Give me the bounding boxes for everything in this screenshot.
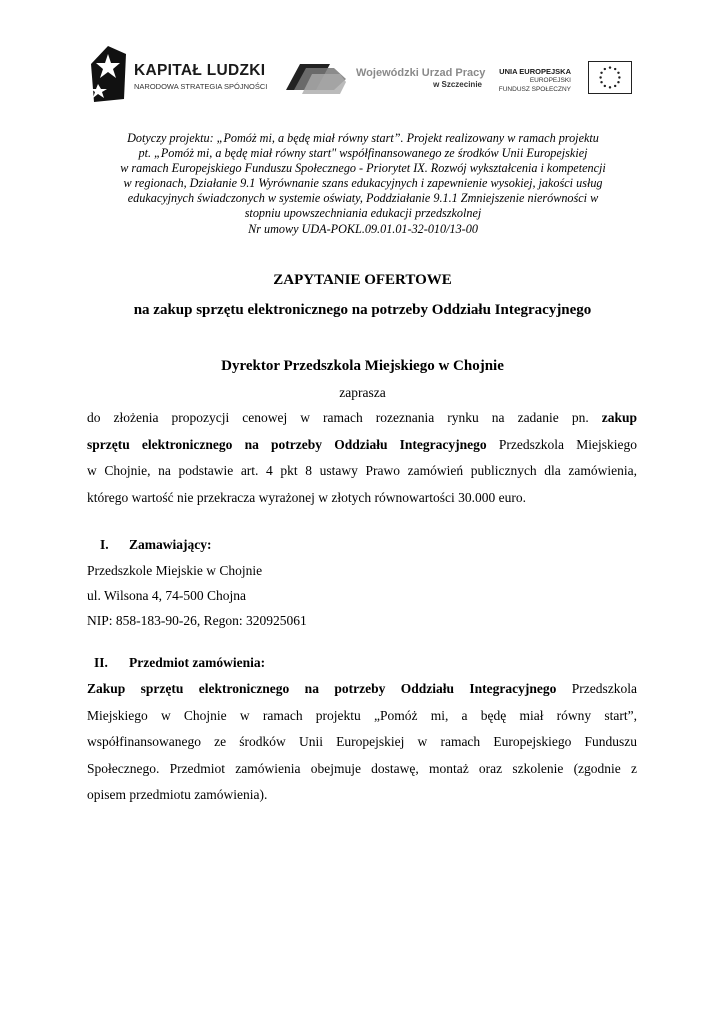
section-title: Zamawiający: bbox=[129, 537, 212, 552]
subject-line-3: współfinansowanego ze środków Unii Europejskiej w ramach Europejskiego Funduszu bbox=[87, 734, 637, 749]
project-note-line: w regionach, Działanie 9.1 Wyrównanie szans edukacyjnych i zapewnienie wysokiej, jakości usług bbox=[123, 176, 603, 191]
project-note-line: edukacyjnych świadczonych w systemie oświaty, Poddziałanie 9.1.1 Zmniejszenie nierówności w bbox=[127, 191, 599, 206]
intro-line-3: w Chojnie, na podstawie art. 4 pkt 8 ustawy Prawo zamówień publicznych dla zamówienia, bbox=[87, 463, 637, 478]
section-number: I. bbox=[100, 537, 109, 552]
eu-flag-icon bbox=[588, 61, 632, 94]
wup-name: Wojewódzki Urzad Pracy bbox=[356, 67, 486, 79]
intro-line-1 bbox=[87, 405, 637, 432]
project-note-line: stopniu upowszechniania edukacji przedszkolnej bbox=[244, 206, 482, 221]
subject-line-2: Miejskiego w Chojnie w ramach projektu „Pomóż mi, a będę miał równy start”, bbox=[87, 707, 637, 723]
kl-title: KAPITAŁ LUDZKI bbox=[134, 62, 266, 79]
intro-bold: sprzętu elektronicznego na potrzeby Oddziału Integracyjnego bbox=[87, 436, 487, 452]
eu-text bbox=[491, 67, 571, 94]
eu-title: UNIA EUROPEJSKA bbox=[499, 67, 571, 76]
subject-line-5: opisem przedmiotu zamówienia). bbox=[87, 787, 268, 802]
subject-text: Przedszkola bbox=[571, 681, 638, 696]
subject-bold: Zakup sprzętu elektronicznego na potrzeby Oddziału Integracyjnego bbox=[87, 681, 557, 696]
orderer-ids: NIP: 858-183-90-26, Regon: 320925061 bbox=[87, 613, 307, 628]
intro-text: Przedszkola Miejskiego bbox=[498, 436, 637, 452]
intro-text: do złożenia propozycji cenowej w ramach rozeznania rynku na zadanie pn. bbox=[87, 410, 589, 425]
project-note-line: Nr umowy UDA-POKL.09.01.01-32-010/13-00 bbox=[248, 221, 478, 236]
section-title: Przedmiot zamówienia: bbox=[129, 655, 266, 670]
subject-line-1 bbox=[87, 676, 637, 703]
director-heading: Dyrektor Przedszkola Miejskiego w Chojnie bbox=[221, 358, 504, 374]
eu-line-2: FUNDUSZ SPOŁECZNY bbox=[498, 86, 571, 93]
project-note-line: Dotyczy projektu: „Pomóż mi, a będę miał równy start”. Projekt realizowany w ramach projektu bbox=[127, 131, 599, 145]
logo-bar bbox=[88, 44, 633, 104]
subject-paragraph bbox=[87, 676, 637, 809]
intro-line-2 bbox=[87, 432, 637, 459]
eu-line-1: EUROPEJSKI bbox=[529, 77, 571, 84]
wup-text bbox=[356, 67, 486, 89]
intro-bold: zakup bbox=[601, 410, 638, 425]
project-note-line: pt. „Pomóż mi, a będę miał równy start" współfinansowanego ze środków Unii Europejskiej bbox=[138, 146, 588, 161]
wup-logo-icon bbox=[284, 60, 348, 96]
section-number: II. bbox=[94, 655, 108, 670]
document-subtitle: na zakup sprzętu elektronicznego na potrzeby Oddziału Integracyjnego bbox=[133, 302, 592, 318]
intro-paragraph bbox=[87, 405, 637, 511]
project-note bbox=[90, 131, 636, 237]
kapital-ludzki-text bbox=[134, 62, 267, 91]
orderer-address: ul. Wilsona 4, 74-500 Chojna bbox=[87, 588, 246, 603]
subject-line-4: Społecznego. Przedmiot zamówienia obejmuje dostawę, montaż oraz szkolenie (zgodnie z bbox=[87, 760, 637, 776]
project-note-line: w ramach Europejskiego Funduszu Społecznego - Priorytet IX. Rozwój wykształcenia i kompetencji bbox=[120, 161, 606, 176]
intro-line-4: którego wartość nie przekracza wyrażonej w złotych równowartości 30.000 euro. bbox=[87, 489, 526, 505]
orderer-name: Przedszkole Miejskie w Chojnie bbox=[87, 563, 263, 578]
kapital-ludzki-logo-icon bbox=[88, 44, 128, 104]
document-title: ZAPYTANIE OFERTOWE bbox=[273, 272, 452, 288]
wup-city: w Szczecinie bbox=[433, 80, 482, 89]
kl-subtitle: NARODOWA STRATEGIA SPÓJNOŚCI bbox=[134, 82, 268, 91]
invites-text: zaprasza bbox=[339, 385, 386, 400]
